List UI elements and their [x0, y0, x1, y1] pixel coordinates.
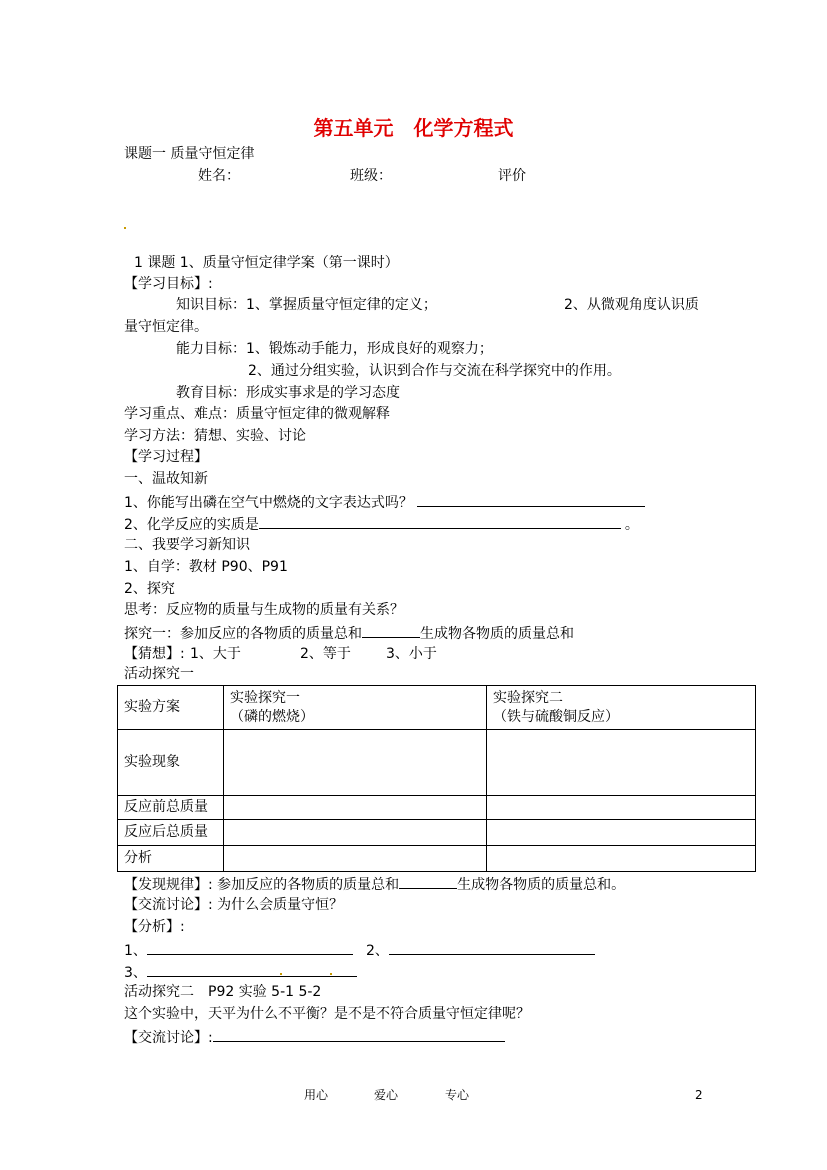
name-label: 姓名： [198, 168, 240, 184]
answer-blank[interactable] [259, 514, 621, 529]
study-methods: 学习方法：猜想、实验、讨论 [124, 428, 306, 444]
analysis-item-3 [124, 962, 357, 982]
review-question-2 [124, 514, 639, 534]
guess-label: 【猜想】: [124, 646, 185, 662]
explore-one [124, 623, 574, 643]
analysis-item-3-number: 3、 [124, 965, 147, 981]
discuss-two [124, 1027, 505, 1047]
row-label-analysis: 分析 [118, 846, 224, 872]
answer-blank[interactable] [362, 623, 420, 638]
decorative-dot [280, 973, 282, 975]
evaluation-label: 评价 [498, 168, 526, 184]
table-cell[interactable] [224, 846, 487, 872]
discuss-two-label: 【交流讨论】: [124, 1030, 213, 1046]
explore-one-text-a: 探究一：参加反应的各物质的质量总和 [124, 626, 362, 642]
goals-heading: 【学习目标】: [124, 276, 213, 292]
discover-rule [124, 874, 625, 894]
discover-rule-text-a: 【发现规律】: 参加反应的各物质的质量总和 [124, 877, 400, 893]
think-question: 思考：反应物的质量与生成物的质量有关系？ [124, 602, 404, 618]
answer-blank[interactable] [399, 874, 457, 889]
discuss-question: 【交流讨论】: 为什么会质量守恒？ [124, 897, 344, 913]
answer-blank[interactable] [213, 1027, 505, 1042]
analysis-item-2 [366, 940, 595, 960]
table-cell[interactable] [487, 820, 756, 846]
table-cell[interactable] [487, 730, 756, 796]
process-heading: 【学习过程】 [124, 449, 208, 465]
ability-goal-1: 能力目标：1、锻炼动手能力，形成良好的观察力； [176, 341, 493, 357]
class-label: 班级： [350, 168, 392, 184]
experiment-2-subtitle: （铁与硫酸铜反应） [493, 708, 619, 725]
table-header-scheme: 实验方案 [118, 686, 224, 730]
review-heading: 一、温故知新 [124, 471, 208, 487]
row-label-mass-after: 反应后总质量 [118, 820, 224, 846]
experiment-table [117, 685, 756, 872]
answer-blank[interactable] [147, 962, 357, 977]
analysis-item-1 [124, 940, 353, 960]
answer-blank[interactable] [389, 940, 595, 955]
decorative-dot [124, 227, 126, 229]
activity-one-heading: 活动探究一 [124, 666, 194, 682]
experiment-1-title: 实验探究一 [230, 689, 300, 706]
self-study: 1、自学：教材 P90、P91 [124, 559, 288, 575]
answer-blank[interactable] [417, 492, 645, 507]
footer-word-2: 爱心 [374, 1088, 399, 1102]
footer-word-1: 用心 [304, 1088, 329, 1102]
table-header-experiment-1 [224, 686, 487, 730]
table-cell[interactable] [224, 796, 487, 820]
table-cell[interactable] [224, 730, 487, 796]
analysis-label: 【分析】: [124, 919, 185, 935]
lesson-heading: 1 课题 1、质量守恒定律学案（第一课时） [134, 255, 399, 271]
table-cell[interactable] [487, 796, 756, 820]
knowledge-goal-2: 2、从微观角度认识质 [564, 297, 699, 313]
review-question-2-text: 2、化学反应的实质是 [124, 517, 259, 533]
analysis-item-1-number: 1、 [124, 943, 147, 959]
guess-option-1: 1、大于 [190, 646, 241, 662]
knowledge-goal-2-continued: 量守恒定律。 [124, 319, 208, 335]
table-header-experiment-2 [487, 686, 756, 730]
page-title: 第五单元 化学方程式 [313, 116, 514, 140]
period: 。 [624, 517, 639, 533]
footer-word-3: 专心 [445, 1088, 470, 1102]
explore-one-text-b: 生成物各物质的质量总和 [420, 626, 574, 642]
review-question-1-text: 1、你能写出磷在空气中燃烧的文字表达式吗？ [124, 495, 413, 511]
activity-two-heading: 活动探究二 P92 实验 5-1 5-2 [124, 984, 322, 1000]
answer-blank[interactable] [147, 940, 353, 955]
key-points: 学习重点、难点：质量守恒定律的微观解释 [124, 406, 390, 422]
topic-line: 课题一 质量守恒定律 [124, 146, 255, 162]
guess-option-3: 3、小于 [386, 646, 437, 662]
analysis-item-2-number: 2、 [366, 943, 389, 959]
decorative-dot [330, 973, 332, 975]
row-label-phenomenon: 实验现象 [118, 730, 224, 796]
table-cell[interactable] [224, 820, 487, 846]
review-question-1 [124, 492, 645, 512]
explore-heading: 2、探究 [124, 581, 175, 597]
education-goal: 教育目标：形成实事求是的学习态度 [176, 385, 400, 401]
row-label-mass-before: 反应前总质量 [118, 796, 224, 820]
new-knowledge-heading: 二、我要学习新知识 [124, 537, 250, 553]
discover-rule-text-b: 生成物各物质的质量总和。 [457, 877, 626, 893]
knowledge-goal-1: 知识目标：1、掌握质量守恒定律的定义； [176, 297, 437, 313]
page-number: 2 [695, 1088, 703, 1102]
ability-goal-2: 2、通过分组实验，认识到合作与交流在科学探究中的作用。 [248, 363, 621, 379]
experiment-1-subtitle: （磷的燃烧） [230, 708, 314, 725]
balance-question: 这个实验中，天平为什么不平衡？是不是不符合质量守恒定律呢？ [124, 1006, 530, 1022]
table-cell[interactable] [487, 846, 756, 872]
guess-option-2: 2、等于 [300, 646, 351, 662]
experiment-2-title: 实验探究二 [493, 689, 563, 706]
